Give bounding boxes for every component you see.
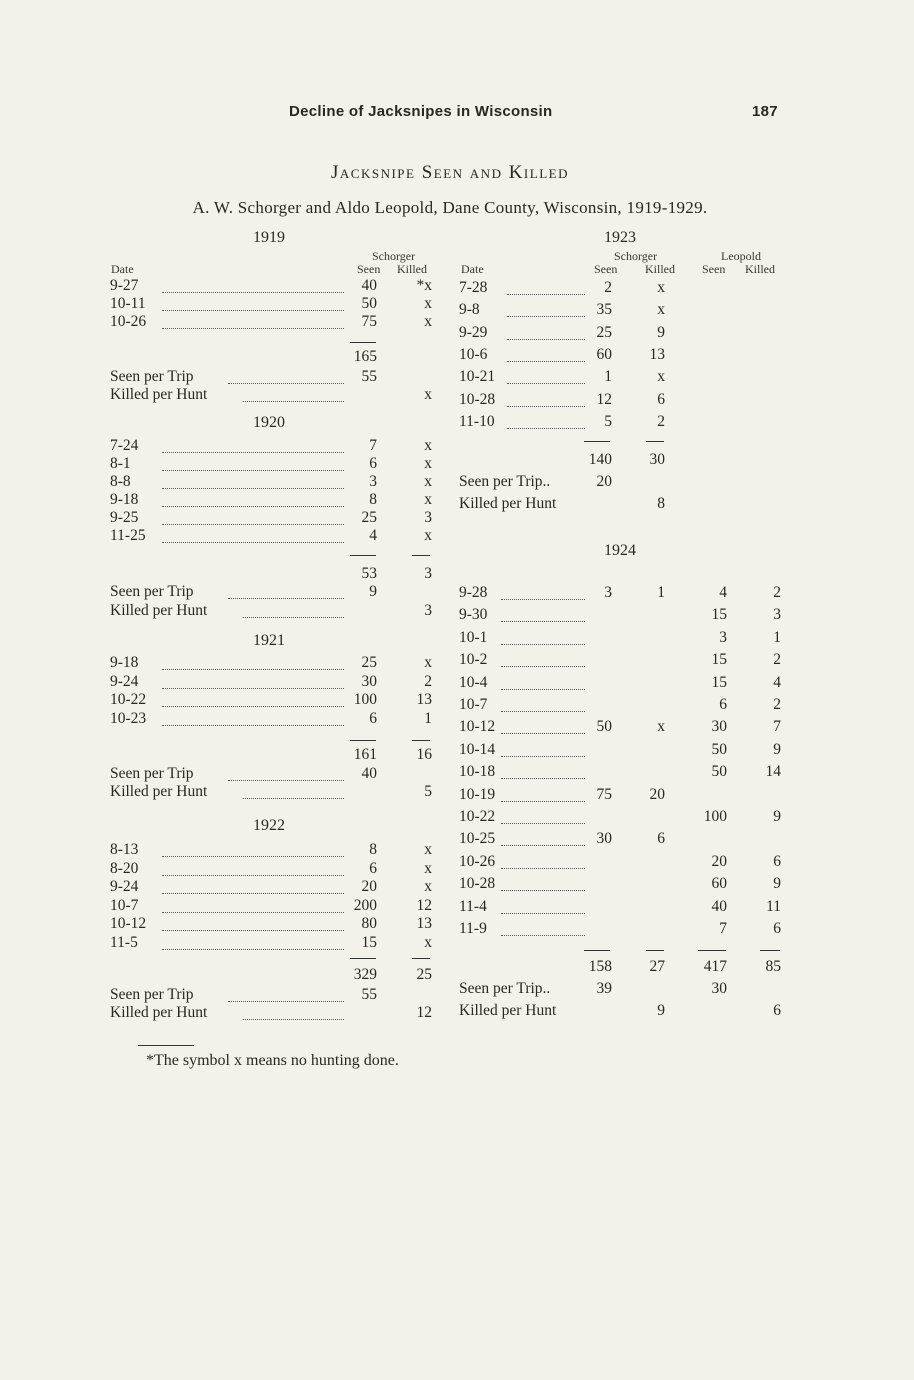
row-date: 10-23 xyxy=(110,710,147,727)
total-rule xyxy=(350,740,376,741)
dot-leader xyxy=(501,913,585,914)
summary-label: Killed per Hunt xyxy=(110,386,208,403)
summary-seen: 40 xyxy=(361,765,377,782)
leopold-seen: 417 xyxy=(703,958,727,975)
total-killed: 16 xyxy=(416,746,432,763)
dot-leader xyxy=(162,452,344,453)
dot-leader xyxy=(162,875,344,876)
schorger-seen: 75 xyxy=(596,786,612,803)
table-row xyxy=(110,313,440,335)
total-seen: 329 xyxy=(353,966,377,983)
row-killed: x xyxy=(424,313,432,330)
year-heading: 1919 xyxy=(253,229,285,246)
row-date: 10-18 xyxy=(459,763,496,780)
total-row xyxy=(459,958,789,980)
leopold-killed: 9 xyxy=(773,741,781,758)
leopold-killed: 6 xyxy=(773,1002,781,1019)
total-rule xyxy=(646,950,664,951)
schorger-killed: x xyxy=(657,279,665,296)
row-date: 11-4 xyxy=(459,898,487,915)
leopold-killed: 6 xyxy=(773,853,781,870)
dot-leader xyxy=(501,621,585,622)
dot-leader xyxy=(243,1019,344,1020)
summary-label: Killed per Hunt xyxy=(110,1004,208,1021)
row-seen: 40 xyxy=(361,277,377,294)
row-date: 9-30 xyxy=(459,606,488,623)
row-killed: 12 xyxy=(416,897,432,914)
row-date: 10-7 xyxy=(110,897,139,914)
dot-leader xyxy=(501,711,585,712)
row-killed: x xyxy=(424,473,432,490)
running-title: Decline of Jacksnipes in Wisconsin xyxy=(289,103,553,120)
leopold-killed: 4 xyxy=(773,674,781,691)
table-row xyxy=(459,875,789,897)
dot-leader xyxy=(162,912,344,913)
row-date: 9-25 xyxy=(110,509,139,526)
killed-header: Killed xyxy=(745,262,775,276)
row-date: 10-21 xyxy=(459,368,496,385)
table-row xyxy=(459,324,789,346)
summary-label: Seen per Trip xyxy=(110,986,194,1003)
leopold-seen: 50 xyxy=(711,741,727,758)
table-row xyxy=(459,696,789,718)
row-seen: 25 xyxy=(361,654,377,671)
dot-leader xyxy=(507,339,585,340)
schorger-killed: 20 xyxy=(649,786,665,803)
leopold-seen: 4 xyxy=(719,584,727,601)
total-rule xyxy=(350,555,376,556)
dot-leader xyxy=(243,798,344,799)
schorger-killed: 2 xyxy=(657,413,665,430)
dot-leader xyxy=(507,428,585,429)
row-date: 11-5 xyxy=(110,934,138,951)
dot-leader xyxy=(507,316,585,317)
dot-leader xyxy=(507,406,585,407)
year-heading: 1922 xyxy=(253,817,285,834)
row-date: 10-6 xyxy=(459,346,488,363)
summary-seen: 55 xyxy=(361,368,377,385)
row-seen: 80 xyxy=(361,915,377,932)
leopold-killed: 2 xyxy=(773,696,781,713)
summary-seen: 55 xyxy=(361,986,377,1003)
row-killed: 1 xyxy=(424,710,432,727)
leopold-header: Leopold xyxy=(721,249,761,263)
leopold-killed: 14 xyxy=(765,763,781,780)
table-row xyxy=(459,584,789,606)
table-row xyxy=(110,934,440,956)
row-date: 9-27 xyxy=(110,277,139,294)
row-date: Killed per Hunt xyxy=(459,495,557,512)
table-row xyxy=(459,279,789,301)
table-row xyxy=(459,413,789,435)
row-seen: 8 xyxy=(369,491,377,508)
row-date: 10-19 xyxy=(459,786,496,803)
schorger-killed: 6 xyxy=(657,830,665,847)
schorger-killed: x xyxy=(657,718,665,735)
row-date: 10-4 xyxy=(459,674,488,691)
row-killed: x xyxy=(424,455,432,472)
table-row xyxy=(110,710,440,732)
dot-leader xyxy=(501,756,585,757)
table-row xyxy=(459,763,789,785)
dot-leader xyxy=(507,383,585,384)
dot-leader xyxy=(501,890,585,891)
row-seen: 8 xyxy=(369,841,377,858)
row-seen: 25 xyxy=(361,509,377,526)
table-row xyxy=(459,786,789,808)
killed-per-hunt-row xyxy=(110,783,440,805)
row-seen: 75 xyxy=(361,313,377,330)
dot-leader xyxy=(501,868,585,869)
schorger-killed: 9 xyxy=(657,1002,665,1019)
leopold-killed: 3 xyxy=(773,606,781,623)
row-killed: x xyxy=(424,654,432,671)
table-row xyxy=(459,674,789,696)
summary-killed: 12 xyxy=(416,1004,432,1021)
summary-killed: 3 xyxy=(424,602,432,619)
schorger-seen: 5 xyxy=(604,413,612,430)
leopold-killed: 6 xyxy=(773,920,781,937)
total-rule xyxy=(760,950,780,951)
row-seen: 3 xyxy=(369,473,377,490)
footnote-rule xyxy=(138,1045,194,1046)
dot-leader xyxy=(162,688,344,689)
row-killed: *x xyxy=(416,277,432,294)
leopold-seen: 60 xyxy=(711,875,727,892)
row-date: 10-28 xyxy=(459,391,496,408)
row-seen: 30 xyxy=(361,673,377,690)
schorger-seen: 2 xyxy=(604,279,612,296)
schorger-killed: x xyxy=(657,301,665,318)
schorger-killed: 6 xyxy=(657,391,665,408)
row-date: 10-14 xyxy=(459,741,496,758)
seen-header: Seen xyxy=(357,262,381,276)
total-seen: 53 xyxy=(361,565,377,582)
summary-label: Seen per Trip xyxy=(110,765,194,782)
summary-label: Killed per Hunt xyxy=(110,602,208,619)
leopold-seen: 50 xyxy=(711,763,727,780)
row-killed: 3 xyxy=(424,509,432,526)
total-rule xyxy=(584,441,610,442)
footnote: *The symbol x means no hunting done. xyxy=(146,1052,399,1069)
leopold-seen: 20 xyxy=(711,853,727,870)
table-row xyxy=(459,741,789,763)
table-subtitle: A. W. Schorger and Aldo Leopold, Dane County, Wisconsin, 1919-1929. xyxy=(192,198,708,217)
leopold-killed: 9 xyxy=(773,875,781,892)
leopold-seen: 6 xyxy=(719,696,727,713)
leopold-killed: 7 xyxy=(773,718,781,735)
row-killed: x xyxy=(424,878,432,895)
killed-header: Killed xyxy=(397,262,427,276)
schorger-seen: 60 xyxy=(596,346,612,363)
schorger-seen: 12 xyxy=(596,391,612,408)
dot-leader xyxy=(162,949,344,950)
schorger-seen: 20 xyxy=(596,473,612,490)
dot-leader xyxy=(162,292,344,293)
leopold-seen: 30 xyxy=(711,980,727,997)
leopold-seen: 15 xyxy=(711,674,727,691)
total-killed: 25 xyxy=(416,966,432,983)
dot-leader xyxy=(162,542,344,543)
row-seen: 50 xyxy=(361,295,377,312)
leopold-killed: 1 xyxy=(773,629,781,646)
total-row xyxy=(110,966,440,988)
table-row xyxy=(110,527,440,549)
row-date: 9-29 xyxy=(459,324,488,341)
total-rule xyxy=(412,740,430,741)
row-date: Killed per Hunt xyxy=(459,1002,557,1019)
row-date: 10-2 xyxy=(459,651,488,668)
dot-leader xyxy=(162,488,344,489)
leopold-killed: 9 xyxy=(773,808,781,825)
row-killed: x xyxy=(424,527,432,544)
row-seen: 6 xyxy=(369,455,377,472)
row-date: 11-10 xyxy=(459,413,495,430)
row-date: 8-1 xyxy=(110,455,131,472)
seen-header: Seen xyxy=(702,262,726,276)
row-seen: 200 xyxy=(353,897,377,914)
leopold-seen: 3 xyxy=(719,629,727,646)
leopold-killed: 2 xyxy=(773,651,781,668)
row-date: 10-26 xyxy=(110,313,147,330)
row-date: 8-13 xyxy=(110,841,139,858)
schorger-killed: x xyxy=(657,368,665,385)
table-row xyxy=(459,606,789,628)
total-rule xyxy=(412,555,430,556)
dot-leader xyxy=(501,801,585,802)
seen-per-trip-row xyxy=(459,473,789,495)
leopold-seen: 15 xyxy=(711,606,727,623)
dot-leader xyxy=(228,1001,344,1002)
schorger-header: Schorger xyxy=(614,249,658,263)
year-heading: 1920 xyxy=(253,414,285,431)
schorger-killed: 13 xyxy=(649,346,665,363)
table-row xyxy=(459,920,789,942)
total-killed: 3 xyxy=(424,565,432,582)
summary-label: Seen per Trip xyxy=(110,368,194,385)
row-date: 7-28 xyxy=(459,279,488,296)
row-seen: 100 xyxy=(353,691,377,708)
dot-leader xyxy=(162,470,344,471)
table-row xyxy=(459,301,789,323)
year-heading: 1921 xyxy=(253,632,285,649)
row-killed: x xyxy=(424,934,432,951)
table-row xyxy=(459,808,789,830)
table-row xyxy=(459,346,789,368)
schorger-seen: 25 xyxy=(596,324,612,341)
table-row xyxy=(459,853,789,875)
row-date: 8-20 xyxy=(110,860,139,877)
row-killed: x xyxy=(424,841,432,858)
row-date: 9-18 xyxy=(110,654,139,671)
total-seen: 161 xyxy=(353,746,377,763)
total-rule xyxy=(350,342,376,343)
dot-leader xyxy=(507,294,585,295)
dot-leader xyxy=(501,935,585,936)
page-number: 187 xyxy=(752,103,778,120)
row-date: 10-11 xyxy=(110,295,146,312)
row-date: Seen per Trip.. xyxy=(459,473,551,490)
row-date: 9-8 xyxy=(459,301,480,318)
leopold-killed: 85 xyxy=(765,958,781,975)
row-killed: x xyxy=(424,860,432,877)
row-date: 10-28 xyxy=(459,875,496,892)
summary-killed: x xyxy=(424,386,432,403)
row-date: 10-1 xyxy=(459,629,488,646)
killed-per-hunt-row xyxy=(459,495,789,517)
row-seen: 15 xyxy=(361,934,377,951)
schorger-killed: 27 xyxy=(649,958,665,975)
dot-leader xyxy=(507,361,585,362)
dot-leader xyxy=(228,383,344,384)
total-rule xyxy=(698,950,726,951)
leopold-seen: 100 xyxy=(703,808,727,825)
table-row xyxy=(459,391,789,413)
summary-killed: 5 xyxy=(424,783,432,800)
row-date: 9-24 xyxy=(110,673,139,690)
total-rule xyxy=(646,441,664,442)
dot-leader xyxy=(501,823,585,824)
year-heading: 1924 xyxy=(604,542,636,559)
row-seen: 20 xyxy=(361,878,377,895)
summary-label: Killed per Hunt xyxy=(110,783,208,800)
row-date: 10-26 xyxy=(459,853,496,870)
row-date: 10-7 xyxy=(459,696,488,713)
year-heading: 1923 xyxy=(604,229,636,246)
table-row xyxy=(459,830,789,852)
total-rule xyxy=(412,958,430,959)
dot-leader xyxy=(162,310,344,311)
dot-leader xyxy=(162,725,344,726)
leopold-killed: 2 xyxy=(773,584,781,601)
row-seen: 6 xyxy=(369,710,377,727)
schorger-seen: 140 xyxy=(588,451,612,468)
dot-leader xyxy=(228,598,344,599)
row-date: 11-25 xyxy=(110,527,146,544)
row-killed: x xyxy=(424,437,432,454)
table-row xyxy=(459,651,789,673)
total-row xyxy=(459,451,789,473)
row-killed: 2 xyxy=(424,673,432,690)
table-title: Jacksnipe Seen and Killed xyxy=(331,162,569,183)
seen-per-trip-row xyxy=(459,980,789,1002)
schorger-killed: 1 xyxy=(657,584,665,601)
row-date: 10-12 xyxy=(459,718,496,735)
schorger-seen: 158 xyxy=(588,958,612,975)
schorger-killed: 8 xyxy=(657,495,665,512)
dot-leader xyxy=(501,644,585,645)
row-seen: 7 xyxy=(369,437,377,454)
dot-leader xyxy=(162,856,344,857)
row-date: Seen per Trip.. xyxy=(459,980,551,997)
row-date: 10-12 xyxy=(110,915,147,932)
dot-leader xyxy=(162,506,344,507)
leopold-seen: 7 xyxy=(719,920,727,937)
row-killed: x xyxy=(424,491,432,508)
schorger-seen: 1 xyxy=(604,368,612,385)
dot-leader xyxy=(501,778,585,779)
killed-header: Killed xyxy=(645,262,675,276)
row-date: 10-22 xyxy=(110,691,147,708)
dot-leader xyxy=(162,706,344,707)
seen-header: Seen xyxy=(594,262,618,276)
schorger-header: Schorger xyxy=(372,249,416,263)
dot-leader xyxy=(162,669,344,670)
row-date: 9-28 xyxy=(459,584,488,601)
leopold-seen: 15 xyxy=(711,651,727,668)
schorger-killed: 9 xyxy=(657,324,665,341)
table-row xyxy=(459,368,789,390)
leopold-seen: 40 xyxy=(711,898,727,915)
summary-seen: 9 xyxy=(369,583,377,600)
dot-leader xyxy=(162,893,344,894)
dot-leader xyxy=(501,689,585,690)
schorger-seen: 3 xyxy=(604,584,612,601)
dot-leader xyxy=(243,401,344,402)
table-row xyxy=(459,629,789,651)
row-killed: x xyxy=(424,295,432,312)
dot-leader xyxy=(501,599,585,600)
dot-leader xyxy=(501,666,585,667)
row-date: 8-8 xyxy=(110,473,131,490)
schorger-killed: 30 xyxy=(649,451,665,468)
killed-per-hunt-row xyxy=(110,1004,440,1026)
date-header: Date xyxy=(461,262,484,276)
killed-per-hunt-row xyxy=(459,1002,789,1024)
schorger-seen: 39 xyxy=(596,980,612,997)
dot-leader xyxy=(243,617,344,618)
row-date: 7-24 xyxy=(110,437,139,454)
dot-leader xyxy=(501,733,585,734)
dot-leader xyxy=(501,845,585,846)
leopold-seen: 30 xyxy=(711,718,727,735)
schorger-seen: 50 xyxy=(596,718,612,735)
row-date: 10-22 xyxy=(459,808,496,825)
killed-per-hunt-row xyxy=(110,602,440,624)
total-seen: 165 xyxy=(353,348,377,365)
row-seen: 4 xyxy=(369,527,377,544)
killed-per-hunt-row xyxy=(110,386,440,408)
row-killed: 13 xyxy=(416,915,432,932)
row-date: 9-18 xyxy=(110,491,139,508)
row-date: 9-24 xyxy=(110,878,139,895)
row-date: 10-25 xyxy=(459,830,496,847)
dot-leader xyxy=(228,780,344,781)
schorger-seen: 30 xyxy=(596,830,612,847)
table-row xyxy=(459,718,789,740)
dot-leader xyxy=(162,524,344,525)
dot-leader xyxy=(162,930,344,931)
row-seen: 6 xyxy=(369,860,377,877)
row-date: 11-9 xyxy=(459,920,487,937)
dot-leader xyxy=(162,328,344,329)
total-rule xyxy=(584,950,610,951)
table-row xyxy=(459,898,789,920)
total-row xyxy=(110,348,440,370)
leopold-killed: 11 xyxy=(766,898,781,915)
schorger-seen: 35 xyxy=(596,301,612,318)
date-header: Date xyxy=(111,262,134,276)
row-killed: 13 xyxy=(416,691,432,708)
total-rule xyxy=(350,958,376,959)
summary-label: Seen per Trip xyxy=(110,583,194,600)
